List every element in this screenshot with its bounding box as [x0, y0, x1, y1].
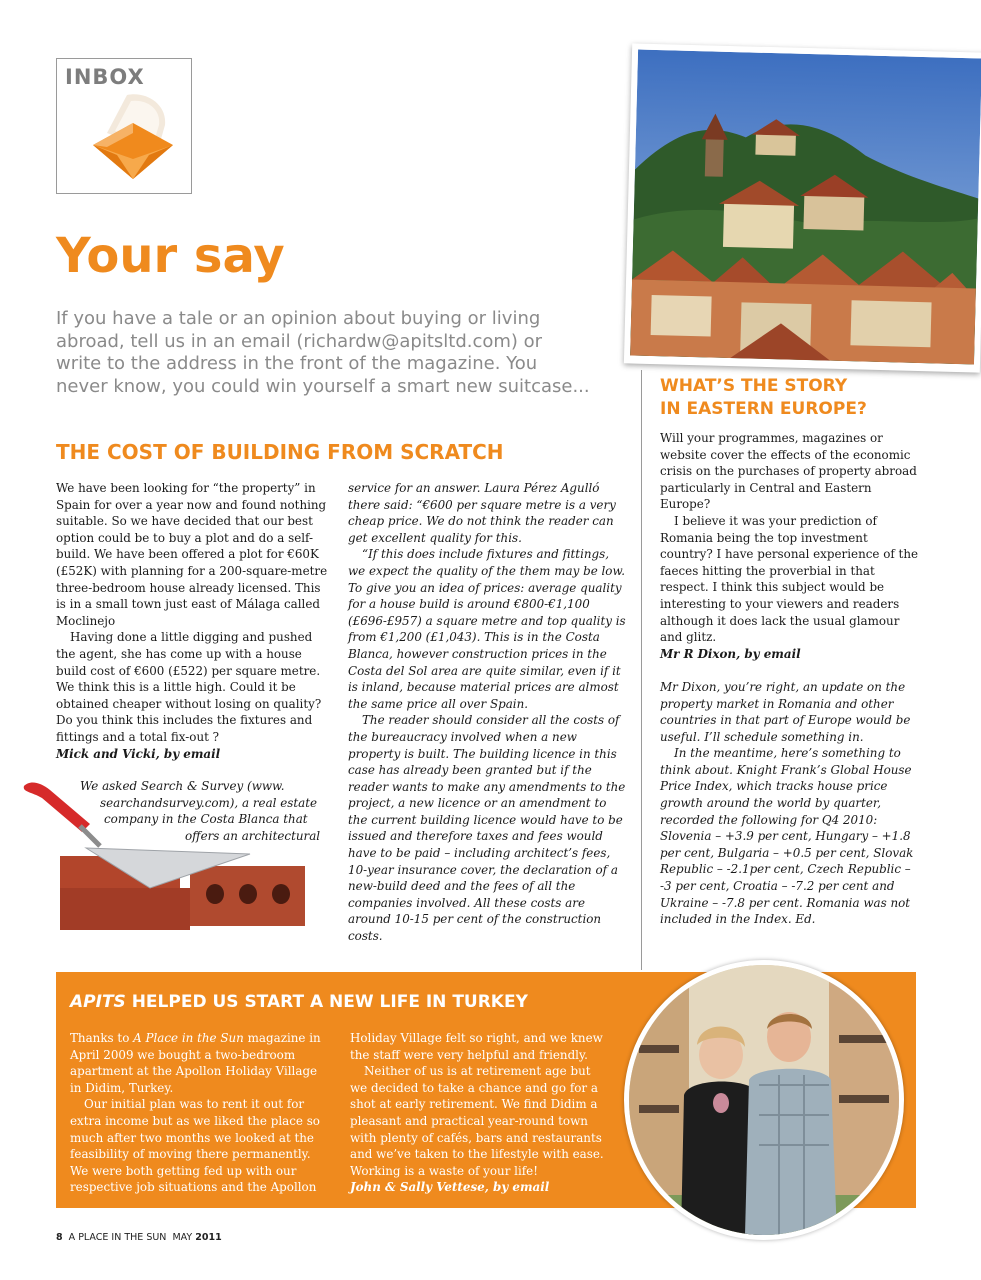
- letter-signature: Mick and Vicki, by email: [56, 746, 221, 761]
- hilltop-town-image: [630, 50, 981, 365]
- turkey-paragraph: Neither of us is at retirement age but we decided to take a chance and go for a shot at early retirement. We find Didim a pleasant and practical year-round town with plenty of cafés, bars and restaurants and we’ve taken to the lifestyle with ease. Working is a waste of your life!: [350, 1064, 604, 1178]
- turkey-signature: John & Sally Vettese, by email: [350, 1180, 550, 1195]
- magazine-name: A Place in the Sun: [133, 1031, 244, 1045]
- eastern-europe-article: [660, 430, 920, 928]
- column-divider: [641, 370, 642, 970]
- page-title: Your say: [56, 228, 285, 284]
- intro-line: abroad, tell us in an email (richardw@apitsltd.com) or: [56, 330, 543, 352]
- turkey-column-2: [350, 1030, 605, 1196]
- issue-year: 2011: [195, 1232, 222, 1243]
- eastern-europe-heading: [660, 375, 920, 421]
- intro-line: write to the address in the front of the magazine. You: [56, 353, 538, 374]
- turkey-column-1: [70, 1030, 325, 1196]
- reply-paragraph: In the meantime, here’s something to think about. Knight Frank’s Global House Price Index, which tracks house price growth around the world by quarter, recorded the following for Q4 2010: Slovenia – +3.9 per cent, Hungary – +1.8 per cent, Bulgaria – +0.5 per cent, Slovak Republic – -2.1per cent, Czech Republic – -3 per cent, Croatia – -7.2 per cent and Ukraine – -7.8 per cent. Romania was not included in the Index. Ed.: [660, 746, 914, 927]
- turkey-heading: [70, 992, 528, 1012]
- letter-signature: Mr R Dixon, by email: [660, 646, 801, 661]
- inbox-logo: [56, 58, 192, 194]
- inbox-label: INBOX: [65, 65, 145, 89]
- reply-line: searchandsurvey.com), a real estate: [100, 795, 318, 810]
- reply-line: company in the Costa Blanca that: [104, 812, 308, 827]
- letter-paragraph: We have been looking for “the property” in Spain for over a year now and found nothing suitable. So we have decided that our best option could be to buy a plot and do a self-build. We have been offered a plot for €60K (£52K) with planning for a 200-square-metre three-bedroom house already licensed. This is in a small town just east of Málaga called Moclinejo: [56, 481, 328, 628]
- magazine-name: A PLACE IN THE SUN: [68, 1232, 167, 1243]
- intro-text: [56, 308, 596, 398]
- turkey-paragraph: Our initial plan was to rent it out for extra income but as we liked the place so much after two months we looked at the feasibility of moving there permanently. We were both getting fed up with our respective job situations and the Apollon: [70, 1097, 320, 1195]
- envelope-icon: [87, 93, 177, 188]
- issue-month: MAY: [172, 1232, 193, 1243]
- reply-paragraph: The reader should consider all the costs of the bureaucracy involved when a new property is built. The building licence in this case has already been granted but if the reader wants to make any amendments to the project, a new licence or an amendment to the current building licence would have to be issued and therefore taxes and fees would have to be paid – including architect’s fees, 10-year insurance cover, the declaration of a new-build deed and the fees of all the companies involved. All these costs are around 10-15 per cent of the construction costs.: [348, 713, 626, 944]
- heading-line: WHAT’S THE STORY: [660, 376, 848, 396]
- couple-photo: [624, 960, 904, 1240]
- letter-paragraph: Having done a little digging and pushed the agent, she has come up with a house build cost of €600 (£522) per square metre. We think this is a little high. Could it be obtained cheaper without losing on quality? Do you think this includes the fixtures and fittings and a total fix-out ?: [56, 630, 322, 744]
- trowel-icon: [24, 783, 100, 846]
- building-heading: THE COST OF BUILDING FROM SCRATCH: [56, 440, 504, 464]
- heading-rest: HELPED US START A NEW LIFE IN TURKEY: [125, 992, 528, 1012]
- page-number: 8: [56, 1232, 63, 1243]
- town-photo: [624, 43, 981, 372]
- reply-paragraph: service for an answer. Laura Pérez Agulló there said: “€600 per square metre is a very cheap price. We do not think the reader can get excellent quality for this.: [348, 481, 616, 545]
- building-reply: [348, 480, 626, 945]
- turkey-paragraph: Holiday Village felt so right, and we knew the staff were very helpful and friendly.: [350, 1031, 603, 1062]
- letter-paragraph: Will your programmes, magazines or website cover the effects of the economic crisis on the purchases of property abroad particularly in Central and Eastern Europe?: [660, 431, 917, 512]
- heading-line: IN EASTERN EUROPE?: [660, 399, 867, 419]
- intro-line: never know, you could win yourself a smart new suitcase...: [56, 375, 590, 397]
- couple-image: [629, 965, 899, 1235]
- turkey-paragraph: [70, 1030, 325, 1096]
- page-footer: [56, 1232, 222, 1243]
- text-run: magazine in April 2009 we bought a two-bedroom apartment at the Apollon Holiday Village in Didim, Turkey.: [70, 1031, 321, 1095]
- reply-line: offers an architectural: [185, 828, 321, 843]
- intro-line: If you have a tale or an opinion about buying or living: [56, 308, 541, 329]
- trowel-bricks-illustration: [20, 776, 320, 936]
- text-run: Thanks to: [70, 1031, 134, 1045]
- building-letter: [56, 480, 334, 762]
- reply-paragraph: Mr Dixon, you’re right, an update on the property market in Romania and other countries in that part of Europe would be useful. I’ll schedule something in.: [660, 679, 911, 744]
- brand-name: APITS: [70, 992, 126, 1012]
- reply-paragraph: “If this does include fixtures and fittings, we expect the quality of the them may be low. To give you an idea of prices: average quality for a house build is around €800-€1,100 (£696-£957) a square metre and top quality is from €1,200 (£1,043). This is in the Costa Blanca, however construction prices in the Costa del Sol area are quite similar, even if it is inland, because material prices are almost the same price all over Spain.: [348, 547, 626, 711]
- reply-line: We asked Search & Survey (www.: [80, 779, 285, 793]
- letter-paragraph: I believe it was your prediction of Romania being the top investment country? I have personal experience of the faeces hitting the proverbial in that respect. I think this subject would be interesting to your viewers and readers although it does lack the usual glamour and glitz.: [660, 513, 919, 645]
